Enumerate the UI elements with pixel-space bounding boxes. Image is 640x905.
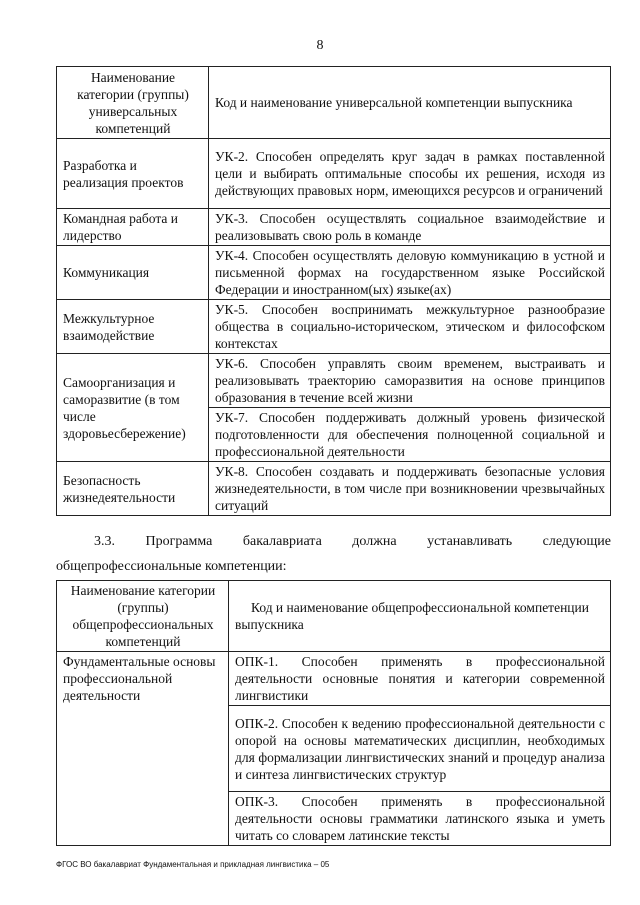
universal-competencies-table xyxy=(56,66,611,516)
competency-cell: ОПК-1. Способен применять в профессиональной деятельности основные понятия и категории современной лингвистики xyxy=(229,652,611,706)
page-number: 8 xyxy=(316,38,324,53)
category-cell: Безопасность жизнедеятельности xyxy=(57,462,209,516)
table-row xyxy=(57,462,611,516)
competency-cell: УК-6. Способен управлять своим временем, выстраивать и реализовывать траекторию саморазвития на основе принципов образования в течение всей жизни xyxy=(209,354,611,408)
table-row xyxy=(57,652,611,706)
paragraph-word: устанавливать xyxy=(427,534,513,549)
category-cell: Командная работа и лидерство xyxy=(57,209,209,246)
paragraph-3-3-line2: общепрофессиональные компетенции: xyxy=(56,559,287,574)
paragraph-word: должна xyxy=(352,534,397,549)
table-header-row xyxy=(57,581,611,652)
paragraph-word: Программа xyxy=(145,534,213,549)
competency-cell: ОПК-2. Способен к ведению профессиональной деятельности с опорой на основы математических дисциплин, необходимых для формализации лингвистических знаний и процедур анализа и синтеза лингвистических структур xyxy=(229,706,611,792)
table-row xyxy=(57,300,611,354)
category-cell: Коммуникация xyxy=(57,246,209,300)
competency-cell: УК-8. Способен создавать и поддерживать безопасные условия жизнедеятельности, в том числе при возникновении чрезвычайных ситуаций xyxy=(209,462,611,516)
table-row xyxy=(57,354,611,408)
category-cell: Самоорганизация и саморазвитие (в том числе здоровьесбережение) xyxy=(57,354,209,462)
header-category-cell: Наименование категории (группы) универсальных компетенций xyxy=(57,67,209,139)
competency-cell: ОПК-3. Способен применять в профессиональной деятельности основы грамматики латинского языка и уметь читать со словарем латинские тексты xyxy=(229,792,611,846)
competency-cell: УК-4. Способен осуществлять деловую коммуникацию в устной и письменной формах на государственном языке Российской Федерации и иностранном(ых) языке(ах) xyxy=(209,246,611,300)
category-cell: Разработка и реализация проектов xyxy=(57,139,209,209)
paragraph-3-3-line1 xyxy=(56,532,611,552)
paragraph-word: бакалавриата xyxy=(242,534,322,549)
table-row xyxy=(57,139,611,209)
header-category-cell: Наименование категории (группы) общепрофессиональных компетенций xyxy=(57,581,229,652)
paragraph-word: 3.3. xyxy=(94,534,115,549)
paragraph-word: следующие xyxy=(542,534,611,549)
footer-note: ФГОС ВО бакалавриат Фундаментальная и прикладная лингвистика – 05 xyxy=(56,860,330,869)
competency-cell: УК-7. Способен поддерживать должный уровень физической подготовленности для обеспечения полноценной социальной и профессиональной деятельности xyxy=(209,408,611,462)
table-header-row xyxy=(57,67,611,139)
table-row xyxy=(57,209,611,246)
header-code-cell: Код и наименование общепрофессиональной компетенции выпускника xyxy=(229,581,611,652)
competency-cell: УК-2. Способен определять круг задач в рамках поставленной цели и выбирать оптимальные способы их решения, исходя из действующих правовых норм, имеющихся ресурсов и ограничений xyxy=(209,139,611,209)
category-cell: Межкультурное взаимодействие xyxy=(57,300,209,354)
header-code-cell: Код и наименование универсальной компетенции выпускника xyxy=(209,67,611,139)
competency-cell: УК-5. Способен воспринимать межкультурное разнообразие общества в социально-историческом, этическом и философском контекстах xyxy=(209,300,611,354)
category-cell: Фундаментальные основы профессиональной деятельности xyxy=(57,652,229,846)
table-row xyxy=(57,246,611,300)
competency-cell: УК-3. Способен осуществлять социальное взаимодействие и реализовывать свою роль в команде xyxy=(209,209,611,246)
general-professional-competencies-table xyxy=(56,580,611,846)
